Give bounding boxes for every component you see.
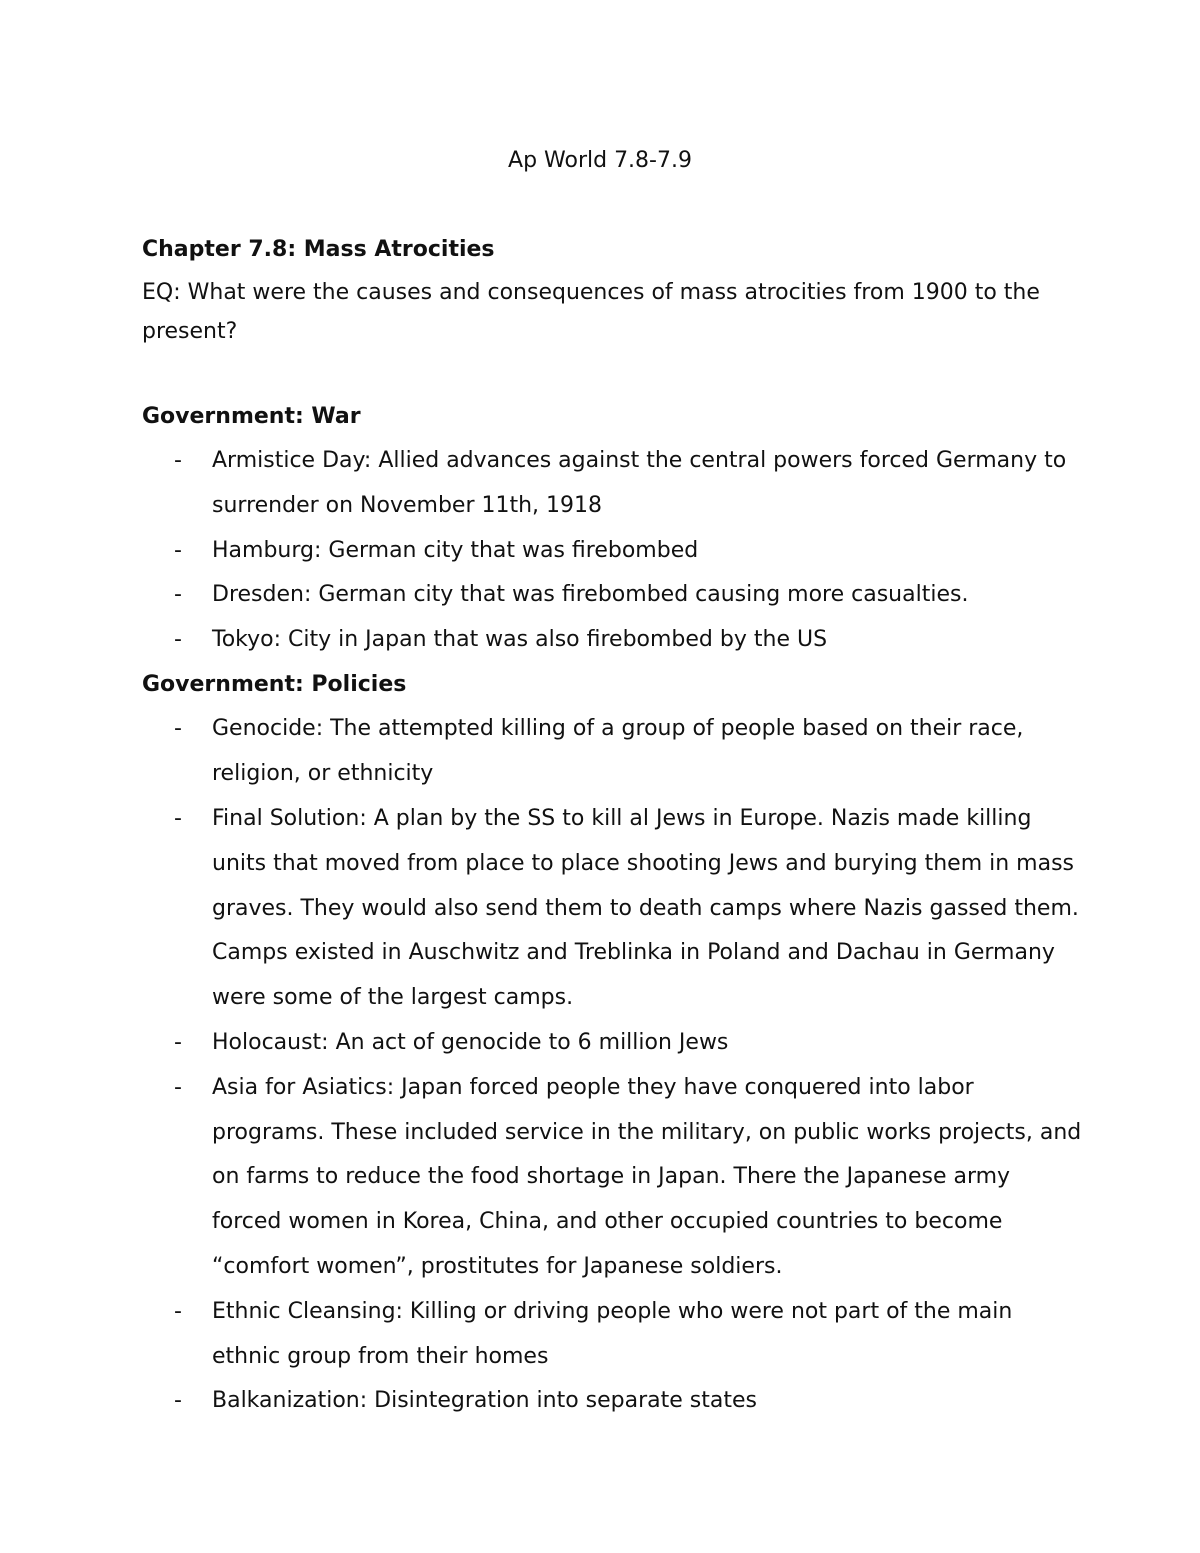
spacer bbox=[142, 351, 1082, 395]
bullet-dash: - bbox=[174, 1388, 182, 1414]
bullet-dash: - bbox=[174, 1074, 182, 1100]
list-item bbox=[142, 797, 1082, 1021]
list-item-text: Hamburg: German city that was firebombed bbox=[212, 537, 699, 563]
document-body bbox=[142, 228, 1082, 1424]
list-item-text: Tokyo: City in Japan that was also firebombed by the US bbox=[212, 627, 828, 653]
bullet-dash: - bbox=[174, 1030, 182, 1056]
list-item-text: Dresden: German city that was firebombed causing more casualties. bbox=[212, 582, 969, 608]
bullet-dash: - bbox=[174, 582, 182, 608]
list-item-text: Ethnic Cleansing: Killing or driving people who were not part of the main ethnic group from their homes bbox=[212, 1298, 1013, 1369]
list-item bbox=[142, 618, 1082, 663]
bullet-dash: - bbox=[174, 448, 182, 473]
bullet-dash: - bbox=[174, 627, 182, 653]
bullet-dash: - bbox=[174, 1298, 182, 1324]
list-item-text: Holocaust: An act of genocide to 6 million Jews bbox=[212, 1030, 729, 1056]
war-bullet-list bbox=[142, 439, 1082, 663]
list-item bbox=[142, 1021, 1082, 1066]
list-item-text: Final Solution: A plan by the SS to kill al Jews in Europe. Nazis made killing units that moved from place to place shooting Jews and burying them in mass graves. They would also send them to death camps where Nazis gassed them. Camps existed in Auschwitz and Treblinka in Poland and Dachau in Germany were some of the largest camps. bbox=[212, 806, 1079, 1011]
bullet-dash: - bbox=[174, 806, 182, 832]
essential-question: EQ: What were the causes and consequences of mass atrocities from 1900 to the present? bbox=[142, 279, 1040, 344]
list-item bbox=[142, 1379, 1082, 1424]
list-item bbox=[142, 573, 1082, 618]
list-item bbox=[142, 439, 1082, 529]
list-item bbox=[142, 529, 1082, 574]
bullet-dash: - bbox=[174, 716, 182, 742]
bullet-dash: - bbox=[174, 537, 182, 563]
chapter-heading: Chapter 7.8: Mass Atrocities bbox=[142, 237, 495, 262]
document-title: Ap World 7.8-7.9 bbox=[508, 148, 692, 173]
list-item-text: Asia for Asiatics: Japan forced people they have conquered into labor programs. These included service in the military, on public works projects, and on farms to reduce the food shortage in Japan. There the Japanese army forced women in Korea, China, and other occupied countries to become “comfort women”, prostitutes for Japanese soldiers. bbox=[212, 1074, 1082, 1280]
list-item-text: Genocide: The attempted killing of a group of people based on their race, religion, or ethnicity bbox=[212, 716, 1024, 787]
section-heading-policies: Government: Policies bbox=[142, 671, 407, 697]
list-item bbox=[142, 1290, 1082, 1380]
section-heading-war: Government: War bbox=[142, 403, 361, 429]
list-item bbox=[142, 1066, 1082, 1290]
list-item-text: Balkanization: Disintegration into separate states bbox=[212, 1388, 757, 1414]
list-item-text: Armistice Day: Allied advances against the central powers forced Germany to surrender on November 11th, 1918 bbox=[212, 448, 1067, 518]
policies-bullet-list bbox=[142, 707, 1082, 1424]
list-item bbox=[142, 707, 1082, 797]
